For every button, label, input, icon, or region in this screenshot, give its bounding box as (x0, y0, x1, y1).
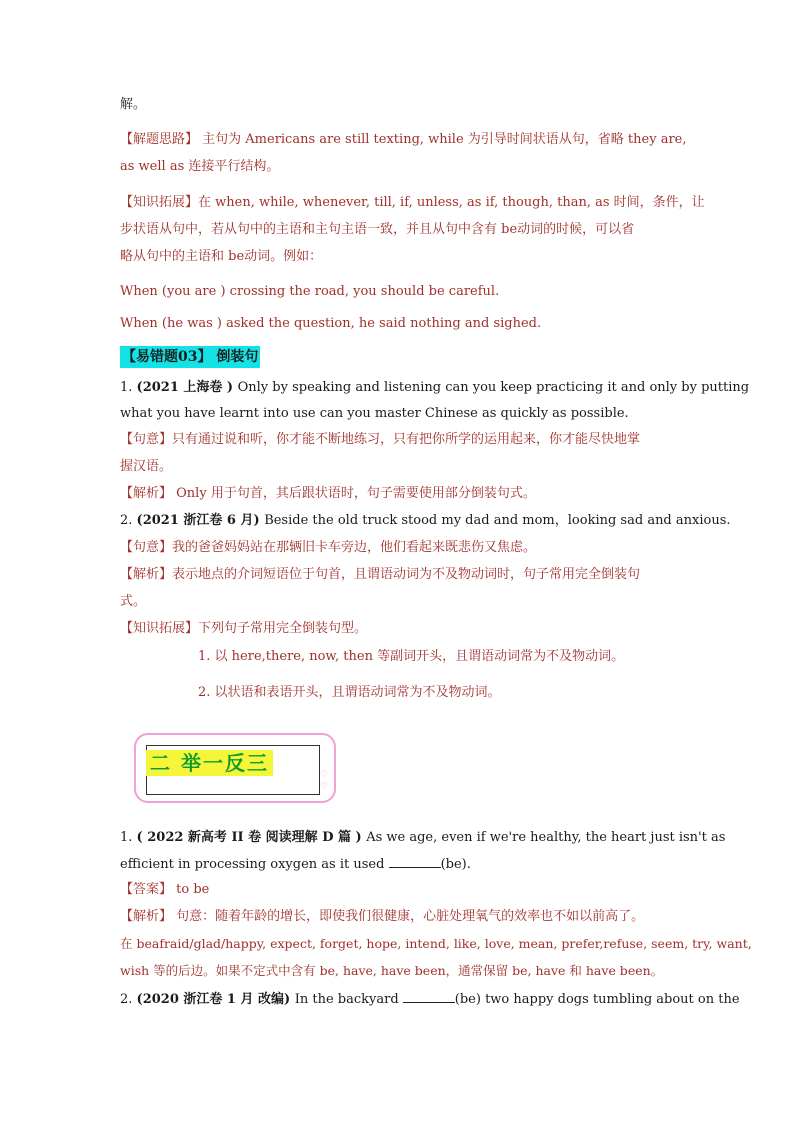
text-span: 在 when, while, whenever, till, if, unless, as if, though, than, as 时间，条件，让 (198, 195, 705, 210)
answer-blank[interactable] (403, 990, 455, 1003)
question-number: 2. (120, 513, 137, 528)
text-line: 步状语从句中，若从句中的主语和主句主语一致，并且从句中含有 be动词的时候，可以省 (120, 222, 635, 237)
text-span: 我的爸爸妈妈站在那辆旧卡车旁边，他们看起来既悲伤又焦虑。 (172, 540, 537, 555)
example-line: When (he was ) asked the question, he said nothing and sighed. (120, 316, 542, 331)
question-number: 1. (120, 380, 137, 395)
example-line: When (you are ) crossing the road, you should be careful. (120, 284, 500, 299)
question-number: 2. (120, 992, 137, 1007)
label-tag: 【解题思路】 (120, 132, 199, 147)
label-tag: 【解析】 (120, 909, 173, 924)
text-line: 解。 (120, 97, 147, 112)
section-title: 【易错题03】 倒装句 (120, 346, 260, 368)
text-line: as well as 连接平行结构。 (120, 159, 280, 174)
text-span: Only 用于句首，其后跟状语时，句子需要使用部分倒装句式。 (172, 486, 536, 501)
question-line (120, 990, 740, 1009)
question-line (120, 379, 749, 397)
list-item: 2. 以状语和表语开头，且谓语动词常为不及物动词。 (198, 685, 501, 700)
analysis-line: wish 等的后边。如果不定式中含有 be, have, have been，通常保留 be, have 和 have been。 (120, 963, 664, 978)
text-span: 主句为 Americans are still texting, while 为引导时间状语从句，省略 they are, (198, 132, 687, 147)
meaning-line (120, 431, 640, 449)
text-span: 表示地点的介词短语位于句首，且谓语动词为不及物动词时，句子常用完全倒装句 (172, 567, 641, 582)
label-tag: 【知识拓展】 (120, 621, 199, 636)
label-tag: 【解析】 (120, 567, 173, 582)
analysis-line (120, 566, 640, 584)
text-line (120, 131, 686, 149)
label-tag: 【解析】 (120, 486, 173, 501)
meaning-line: 握汉语。 (120, 459, 173, 474)
question-line (120, 829, 725, 847)
question-text: As we age, even if we're healthy, the heart just isn't as (366, 830, 726, 845)
question-text: In the backyard (294, 992, 403, 1007)
question-text: Only by speaking and listening can you keep practicing it and only by putting (237, 380, 750, 395)
text-span: 下列句子常用完全倒装句型。 (198, 621, 368, 636)
question-text: Beside the old truck stood my dad and mom，looking sad and anxious. (264, 513, 731, 528)
question-line: what you have learnt into use can you master Chinese as quickly as possible. (120, 406, 629, 421)
label-tag: 【句意】 (120, 540, 173, 555)
answer-blank[interactable] (389, 855, 441, 868)
list-item: 1. 以 here,there, now, then 等副词开头，且谓语动词常为不及物动词。 (198, 649, 625, 664)
text-line: 略从句中的主语和 be动词。例如： (120, 249, 323, 264)
label-tag: 【知识拓展】 (120, 195, 199, 210)
analysis-line: 在 beafraid/glad/happy, expect, forget, hope, intend, like, love, mean, prefer,refuse, seem, try, want, (120, 936, 752, 951)
question-text: (be) two happy dogs tumbling about on the (454, 992, 740, 1007)
answer-line (120, 881, 209, 899)
question-source: ( 2022 新高考 II 卷 阅读理解 D 篇 ) (136, 830, 367, 845)
section-badge-label: 二 举一反三 (146, 750, 273, 776)
label-tag: 【句意】 (120, 432, 173, 447)
question-text: efficient in processing oxygen as it used (120, 857, 389, 872)
text-line (120, 194, 705, 212)
analysis-line: 式。 (120, 594, 147, 609)
meaning-line (120, 539, 536, 557)
heart-icon: ♡ (320, 782, 329, 792)
analysis-line (120, 485, 536, 503)
text-span: 句意：随着年龄的增长，即使我们很健康，心脏处理氧气的效率也不如以前高了。 (172, 909, 645, 924)
extension-line (120, 620, 367, 638)
question-source: (2021 上海卷 ) (136, 380, 238, 395)
question-number: 1. (120, 830, 137, 845)
answer-text: to be (172, 882, 210, 897)
heart-icon: ♡ (320, 770, 329, 780)
question-line (120, 855, 471, 874)
label-tag: 【答案】 (120, 882, 173, 897)
text-span: 只有通过说和听，你才能不断地练习，只有把你所学的运用起来，你才能尽快地掌 (172, 432, 641, 447)
question-source: (2021 浙江卷 6 月) (136, 513, 265, 528)
question-text: (be). (440, 857, 471, 872)
question-line (120, 512, 731, 530)
question-source: (2020 浙江卷 1 月 改编) (136, 992, 295, 1007)
analysis-line (120, 908, 644, 926)
